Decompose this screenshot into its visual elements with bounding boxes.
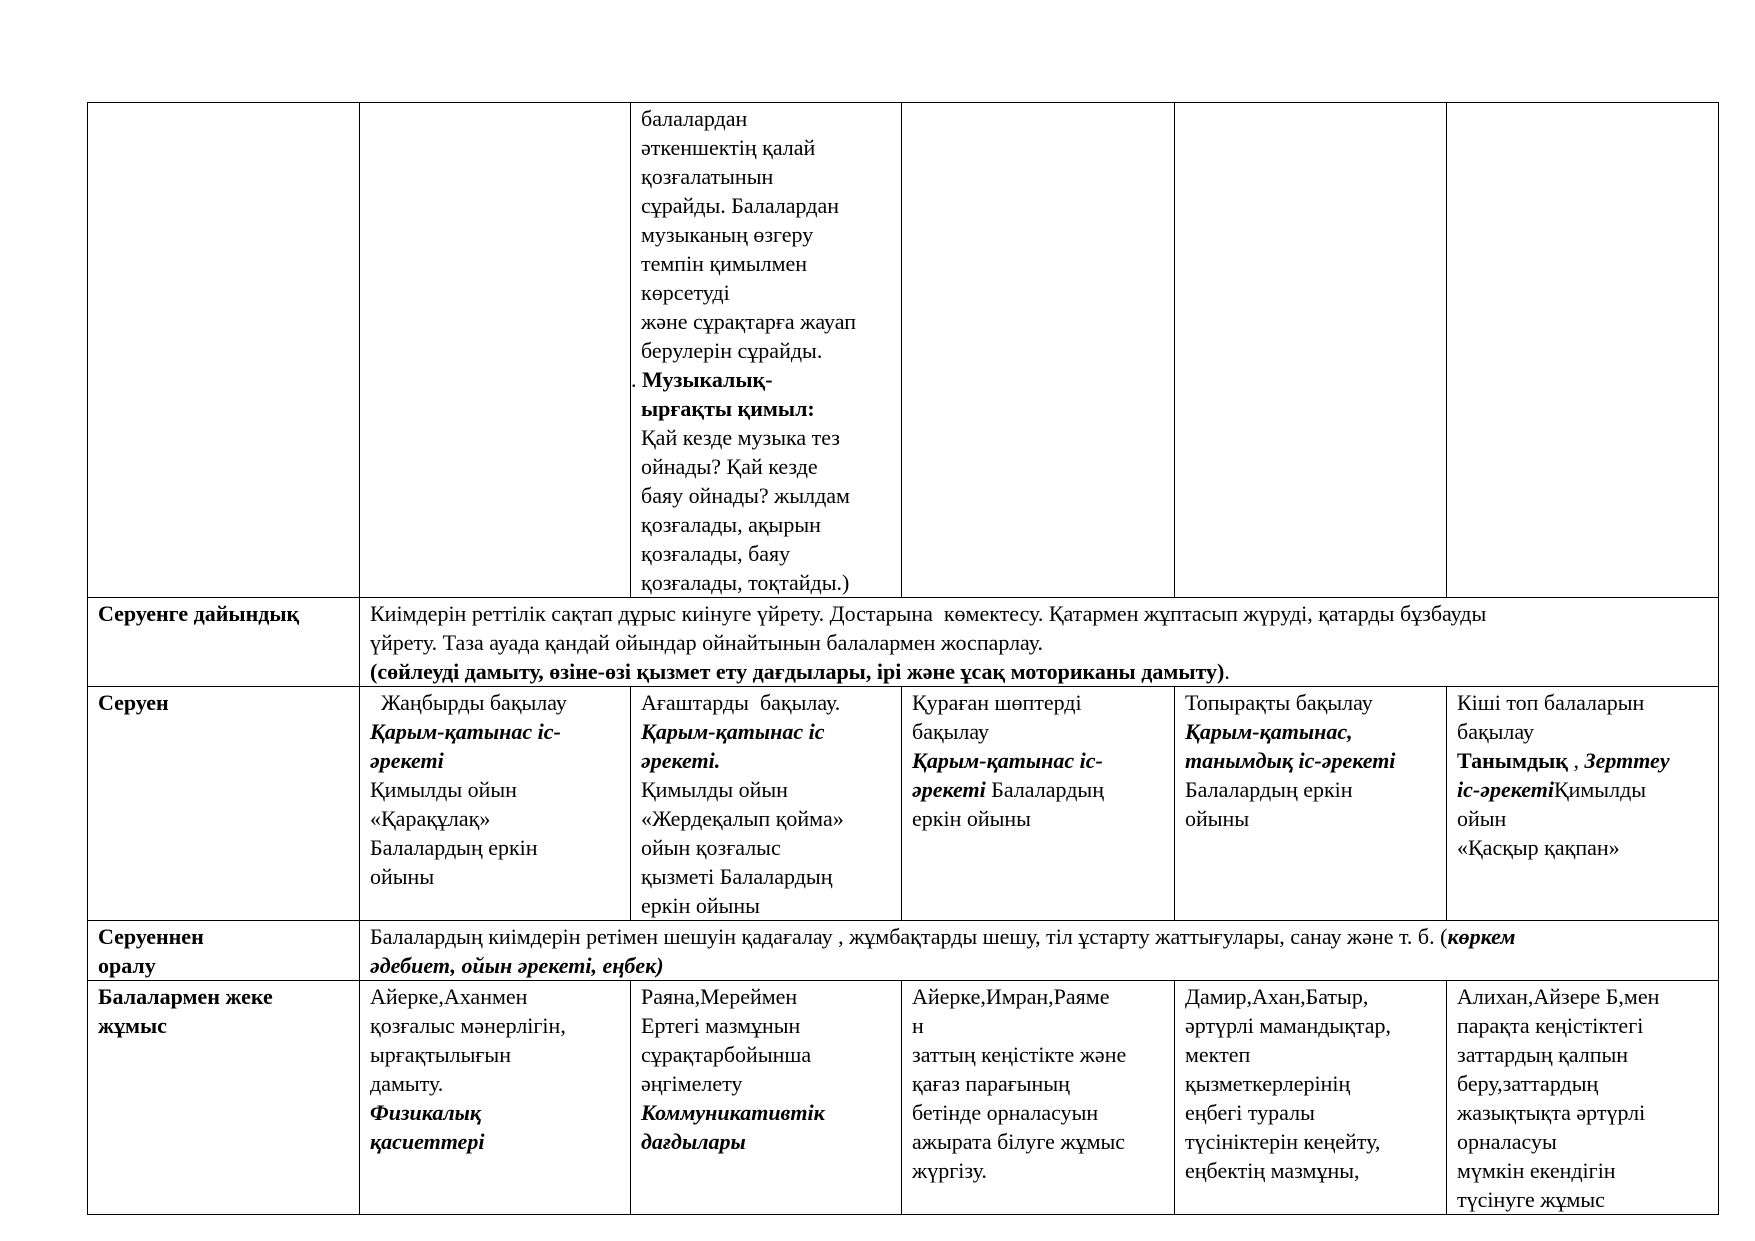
line-text: берулерін сұрайды. [641,338,823,363]
text-line [641,1040,891,1069]
line-text: еркін ойыны [912,806,1031,831]
text-line [912,804,1164,833]
text-line [370,775,620,804]
text-line [1457,1185,1708,1214]
line-text: жүргізу. [912,1158,987,1183]
line-text: Дамир,Ахан,Батыр, [1185,984,1369,1009]
text-line [1457,804,1708,833]
text-line [370,1098,620,1127]
text-line [1457,1098,1708,1127]
line-text: ырғақты қимыл: [641,396,815,421]
line-text: дамыту. [370,1071,444,1096]
line-suffix: Қимылды [1553,777,1647,802]
line-text: сұрайды. Балалардан [641,193,839,218]
text-line [370,688,620,717]
text-line [641,104,891,133]
text-line [641,191,891,220]
text-line [641,249,891,278]
line-text: Қимылды ойын [641,777,788,802]
text-line [370,982,620,1011]
text-line [641,833,891,862]
line-text: Кіші топ балаларын [1457,690,1645,715]
plan-table [87,102,1719,1215]
line-text: Алихан,Айзере Б,мен [1457,984,1660,1009]
music-activity-cell [631,103,902,598]
label-cell-empty [88,103,360,598]
text-line [370,1040,620,1069]
text-line [1185,1156,1436,1185]
line-text: бақылау [912,719,990,744]
line-text: түсініктерін кеңейту, [1185,1129,1381,1154]
text-line [912,1127,1164,1156]
line-text: заттардың қалпын [1457,1042,1629,1067]
text-line [912,1011,1164,1040]
music-activity-text [631,104,891,597]
text-line [641,568,891,597]
cell-empty [1447,103,1719,598]
row-walk-preparation [88,598,1719,687]
walk-cell-fri [1447,687,1719,921]
row-label-text: Серуеннен [98,924,204,949]
text-line [1185,1127,1436,1156]
row-walk [88,687,1719,921]
individual-cell-tue [631,981,902,1215]
row-label [88,598,360,687]
line-text: ойын қозғалыс [641,835,781,860]
line-text: қозғалады, тоқтайды.) [641,570,850,595]
text-line [1185,717,1436,746]
text-line [912,1069,1164,1098]
text-line [1457,688,1708,717]
individual-cell-thu [1175,981,1447,1215]
row-label-text: Балалармен жеке [98,984,273,1009]
line-text: еңбегі туралы [1185,1100,1315,1125]
row-label [88,921,360,981]
walk-return-text [360,921,1719,981]
text-line [912,1040,1164,1069]
walk-cell-wed [902,687,1175,921]
line-text: қозғалыс мәнерлігін, [370,1013,566,1038]
text-line [641,220,891,249]
text-line [912,1098,1164,1127]
text-line [641,804,891,833]
text-line [370,717,620,746]
line-text: Қураған шөптерді [912,690,1082,715]
text-line [1185,1098,1436,1127]
line-text: музыканың өзгеру [641,222,814,247]
text-line [370,1127,620,1156]
text-line [912,717,1164,746]
line-text: ойыны [1185,806,1250,831]
text-line [1457,1011,1708,1040]
cell-empty [360,103,631,598]
walk-cell-mon [360,687,631,921]
line-text: қызметі Балалардың [641,864,833,889]
text-line [641,1011,891,1040]
line-text: беру,заттардың [1457,1071,1599,1096]
text-line [1185,1069,1436,1098]
return-line-text: Балалардың киімдерін ретімен шешуін қадағалау , жұмбақтарды шешу, тіл ұстарту жаттығулары, санау және т. б. ( [370,924,1448,949]
text-line [370,833,620,862]
line-text: н [912,1013,924,1038]
line-text: дағдылары [641,1129,746,1154]
line-text: бақылау [1457,719,1535,744]
line-text: Ағаштарды бақылау. [641,690,841,715]
line-text: Қарым-қатынас іс- [912,748,1103,773]
row-label [88,687,360,921]
line-text: әртүрлі мамандықтар, [1185,1013,1392,1038]
text-line [912,746,1164,775]
text-line [1185,775,1436,804]
text-line [641,394,891,423]
text-line [370,746,620,775]
text-line [370,862,620,891]
text-line [912,688,1164,717]
line-text: еркін ойыны [641,893,760,918]
line-text: Қарым-қатынас, [1185,719,1353,744]
line-text: Айерке,Аханмен [370,984,528,1009]
line-prefix: . [631,367,642,392]
individual-cell-wed [902,981,1175,1215]
line-text: Жаңбырды бақылау [370,690,567,715]
row-individual-work [88,981,1719,1215]
text-line [641,688,891,717]
text-line [1185,982,1436,1011]
line-text: іс-әрекеті [1457,777,1554,802]
line-text: Қимылды ойын [370,777,517,802]
text-line [1457,1040,1708,1069]
line-text: баяу ойнады? жылдам [641,483,850,508]
text-line [641,539,891,568]
row-walk-return [88,921,1719,981]
row-label-text: оралу [98,953,156,978]
row-label [88,981,360,1215]
text-line [370,1011,620,1040]
line-text: заттың кеңістікте және [912,1042,1127,1067]
individual-cell-mon [360,981,631,1215]
row-label-text: Серуенге дайындық [98,601,300,626]
prep-line [370,657,1708,686]
text-line [1457,1156,1708,1185]
row-music-continuation [88,103,1719,598]
text-line [1457,1127,1708,1156]
line-text: Физикалық [370,1100,482,1125]
text-line [1457,982,1708,1011]
line-text: бетінде орналасуын [912,1100,1099,1125]
text-line [641,423,891,452]
text-line [641,1098,891,1127]
line-text: Ертегі мазмұнын [641,1013,801,1038]
line-text: әткеншектің қалай [641,135,816,160]
line-text: Танымдық [1457,748,1568,773]
line-text: ойын [1457,806,1507,831]
text-line [641,452,891,481]
text-line [1457,833,1708,862]
text-line [1457,717,1708,746]
individual-cell-fri [1447,981,1719,1215]
line-text: «Жердеқалып қойма» [641,806,844,831]
line-text: мүмкін екендігін [1457,1158,1616,1183]
line-text: көрсетуді [641,280,730,305]
text-line [641,481,891,510]
line-text: ойнады? Қай кезде [641,454,818,479]
line-text: Балалардың еркін [370,835,538,860]
line-text: Музыкалық- [642,367,773,392]
text-line [1185,1040,1436,1069]
line-text: парақта кеңістіктегі [1457,1013,1644,1038]
line-text: қозғалады, ақырын [641,512,821,537]
prep-line: Киімдерін реттілік сақтап дұрыс киінуге үйрету. Достарына көмектесу. Қатармен жұптасып жүруді, қатарды бұзбауды [370,601,1487,626]
line-suffix-note: Зерттеу [1584,748,1670,773]
line-text: әрекеті [912,777,986,802]
text-line [641,982,891,1011]
text-line [1185,1011,1436,1040]
walk-cell-thu [1175,687,1447,921]
line-text: және сұрақтарға жауап [641,309,856,334]
text-line [1185,804,1436,833]
text-line [641,862,891,891]
prep-line: үйрету. Таза ауада қандай ойындар ойнайтынын балалармен жоспарлау. [370,630,1043,655]
return-line-note: әдебиет, ойын әрекеті, еңбек) [370,953,664,978]
line-text: балалардан [641,106,748,131]
line-suffix: Балалардың [985,777,1104,802]
line-text: Қарым-қатынас іс [641,719,825,744]
line-text: мектеп [1185,1042,1251,1067]
line-text: Қарым-қатынас іс- [370,719,561,744]
cell-empty [902,103,1175,598]
line-text: жазықтықта әртүрлі [1457,1100,1646,1125]
line-text: темпін қимылмен [641,251,808,276]
line-text: орналасуы [1457,1129,1557,1154]
line-text: әңгімелету [641,1071,743,1096]
line-text: Қай кезде музыка тез [641,425,840,450]
line-text: қозғалады, баяу [641,541,791,566]
text-line [1185,746,1436,775]
text-line [641,1069,891,1098]
text-line [1457,775,1708,804]
row-label-text: Серуен [98,690,169,715]
line-text: ойыны [370,864,435,889]
text-line [641,746,891,775]
text-line [912,1156,1164,1185]
line-text: қасиеттері [370,1129,485,1154]
cell-empty [1175,103,1447,598]
line-suffix: , [1567,748,1585,773]
text-line [641,133,891,162]
text-line [1185,688,1436,717]
text-line [641,510,891,539]
line-text: «Қарақұлақ» [370,806,491,831]
line-text: ырғақтылығын [370,1042,511,1067]
return-line [370,922,1708,951]
text-line [641,278,891,307]
line-text: қағаз парағының [912,1071,1070,1096]
line-text: Балалардың еркін [1185,777,1353,802]
text-line [1457,1069,1708,1098]
text-line [641,891,891,920]
text-line [912,775,1164,804]
text-line [641,1127,891,1156]
text-line [631,365,891,394]
text-line [912,982,1164,1011]
return-line-note: көркем [1447,924,1516,949]
line-text: Топырақты бақылау [1185,690,1373,715]
text-line [370,1069,620,1098]
prep-tail: . [1224,659,1230,684]
text-line [641,717,891,746]
line-text: еңбектің мазмұны, [1185,1158,1360,1183]
line-text: әрекеті. [641,748,721,773]
line-text: танымдық іс-әрекеті [1185,748,1396,773]
line-text: түсінуге жұмыс [1457,1187,1605,1212]
text-line [370,804,620,833]
line-text: Айерке,Имран,Раяме [912,984,1110,1009]
text-line [641,307,891,336]
walk-preparation-text [360,598,1719,687]
line-text: сұрақтарбойынша [641,1042,812,1067]
line-text: «Қасқыр қақпан» [1457,835,1620,860]
line-text: қызметкерлерінің [1185,1071,1351,1096]
line-text: әрекеті [370,748,444,773]
text-line [641,336,891,365]
text-line [641,162,891,191]
prep-skills-note: (сөйлеуді дамыту, өзіне-өзі қызмет ету дағдылары, ірі және ұсақ моториканы дамыту) [370,659,1225,684]
line-text: Коммуникативтік [641,1100,825,1125]
text-line [641,775,891,804]
text-line [1457,746,1708,775]
walk-cell-tue [631,687,902,921]
line-text: ажырата білуге жұмыс [912,1129,1126,1154]
row-label-text: жұмыс [98,1013,167,1038]
line-text: қозғалатынын [641,164,774,189]
line-text: Раяна,Мереймен [641,984,798,1009]
